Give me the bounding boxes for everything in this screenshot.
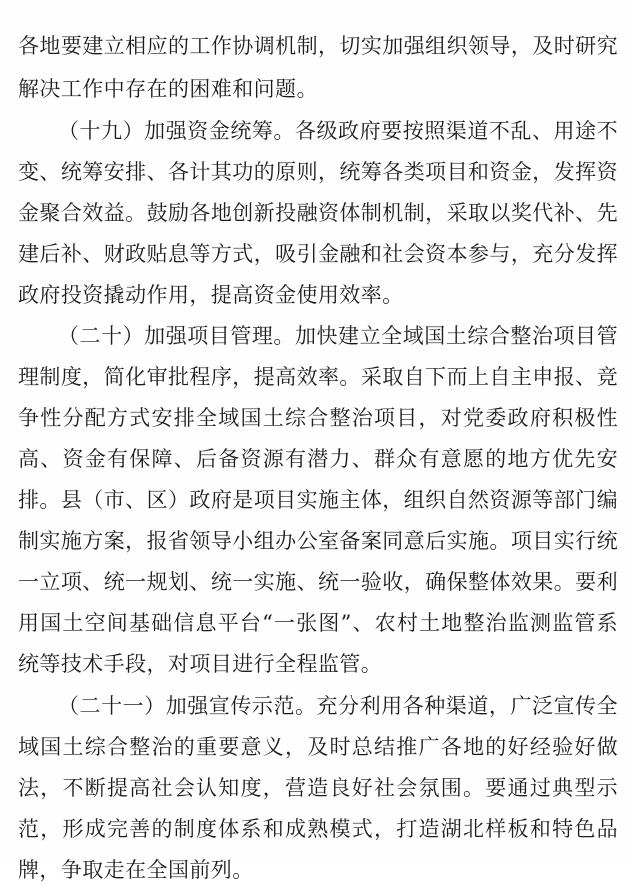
text-line: 用国土空间基础信息平台“一张图”、农村土地整治监测监管系 — [18, 611, 618, 635]
section-19-heading-line: （十九）加强资金统筹。各级政府要按照渠道不乱、用途不 — [58, 119, 618, 143]
text-line: 政府投资撬动作用，提高资金使用效率。 — [18, 283, 404, 307]
text-line: 金聚合效益。鼓励各地创新投融资体制机制，采取以奖代补、先 — [18, 201, 618, 225]
text-line: 变、统筹安排、各计其功的原则，统筹各类项目和资金，发挥资 — [18, 160, 618, 184]
text-line: 牌，争取走在全国前列。 — [18, 858, 254, 882]
text-line: 解决工作中存在的困难和问题。 — [18, 77, 318, 101]
text-line: 一立项、统一规划、统一实施、统一验收，确保整体效果。要利 — [18, 570, 618, 594]
text-line: 争性分配方式安排全域国土综合整治项目，对党委政府积极性 — [18, 406, 618, 430]
section-21-heading-line: （二十一）加强宣传示范。充分利用各种渠道，广泛宣传全 — [58, 694, 618, 718]
text-line: 法，不断提高社会认知度，营造良好社会氛围。要通过典型示 — [18, 776, 618, 800]
text-line: 排。县（市、区）政府是项目实施主体，组织自然资源等部门编 — [18, 488, 618, 512]
text-line: 各地要建立相应的工作协调机制，切实加强组织领导，及时研究 — [18, 34, 618, 58]
text-line: 建后补、财政贴息等方式，吸引金融和社会资本参与，充分发挥 — [18, 242, 618, 266]
text-line: 统等技术手段，对项目进行全程监管。 — [18, 652, 383, 676]
section-20-heading-line: （二十）加强项目管理。加快建立全域国土综合整治项目管 — [58, 324, 618, 348]
text-line: 理制度，简化审批程序，提高效率。采取自下而上自主申报、竞 — [18, 365, 618, 389]
text-line: 制实施方案，报省领导小组办公室备案同意后实施。项目实行统 — [18, 529, 618, 553]
text-line: 高、资金有保障、后备资源有潜力、群众有意愿的地方优先安 — [18, 447, 618, 471]
text-line: 域国土综合整治的重要意义，及时总结推广各地的好经验好做 — [18, 735, 618, 759]
text-line: 范，形成完善的制度体系和成熟模式，打造湖北样板和特色品 — [18, 817, 618, 841]
